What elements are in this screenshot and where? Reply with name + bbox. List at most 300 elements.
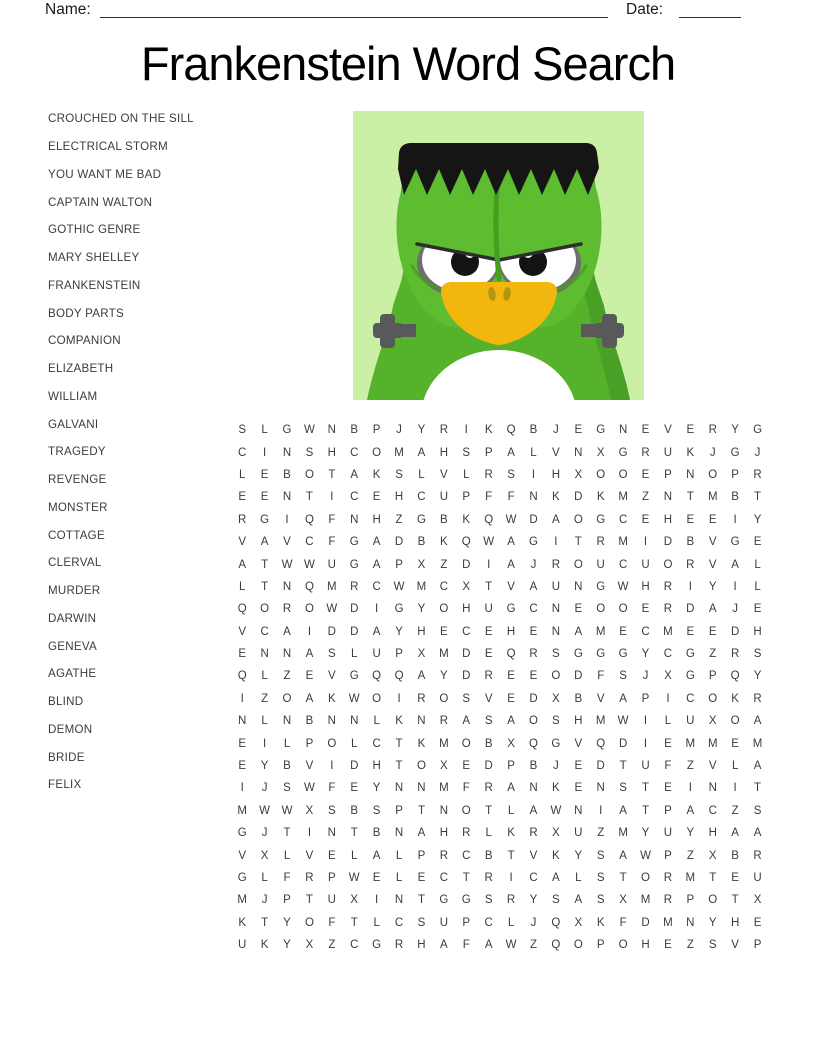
word-list-item: WILLIAM — [48, 389, 98, 403]
grid-letter-r3-c13: S — [507, 468, 515, 481]
grid-letter-r1-c11: I — [464, 424, 468, 437]
grid-letter-r3-c16: X — [574, 468, 583, 481]
grid-letter-r24-c24: P — [753, 939, 762, 952]
grid-letter-r13-c24: R — [753, 692, 762, 705]
grid-letter-r12-c7: Q — [372, 670, 382, 683]
grid-letter-r1-c23: Y — [731, 424, 739, 437]
grid-letter-r3-c10: V — [440, 468, 448, 481]
grid-letter-r13-c17: V — [596, 692, 605, 705]
grid-letter-r14-c23: O — [730, 715, 740, 728]
grid-letter-r14-c2: L — [261, 715, 268, 728]
grid-letter-r6-c4: C — [305, 536, 314, 549]
grid-letter-r18-c23: Z — [731, 804, 739, 817]
grid-letter-r22-c16: A — [574, 894, 583, 907]
grid-letter-r20-c16: Y — [574, 849, 583, 862]
grid-letter-r7-c12: I — [487, 558, 491, 571]
grid-letter-r10-c1: V — [238, 625, 247, 638]
grid-letter-r1-c5: N — [327, 424, 336, 437]
grid-letter-r3-c11: L — [463, 468, 470, 481]
word-list-item: MARY SHELLEY — [48, 251, 140, 265]
grid-letter-r10-c13: H — [506, 625, 516, 638]
grid-letter-r3-c2: E — [260, 468, 269, 481]
grid-letter-r3-c22: O — [708, 468, 718, 481]
grid-letter-r24-c6: C — [350, 939, 359, 952]
grid-letter-r4-c20: N — [663, 491, 673, 504]
grid-letter-r1-c22: R — [708, 424, 717, 437]
grid-letter-r10-c8: Y — [395, 625, 403, 638]
grid-letter-r5-c18: C — [618, 513, 628, 526]
grid-letter-r24-c3: Y — [283, 939, 291, 952]
grid-letter-r7-c14: J — [530, 558, 537, 571]
grid-letter-r6-c13: A — [507, 536, 515, 549]
grid-letter-r2-c2: I — [263, 446, 267, 459]
grid-letter-r20-c13: T — [507, 849, 515, 862]
grid-letter-r13-c8: I — [397, 692, 401, 705]
grid-letter-r16-c23: L — [731, 760, 739, 773]
grid-letter-r15-c4: P — [305, 737, 314, 750]
grid-letter-r10-c3: A — [283, 625, 291, 638]
grid-letter-r22-c21: P — [686, 894, 695, 907]
grid-letter-r8-c19: H — [641, 580, 650, 593]
grid-letter-r8-c1: L — [239, 580, 246, 593]
grid-letter-r24-c2: K — [260, 939, 269, 952]
grid-letter-r6-c15: I — [554, 536, 558, 549]
grid-letter-r18-c10: N — [439, 804, 449, 817]
grid-letter-r1-c15: J — [553, 424, 559, 437]
grid-letter-r18-c24: S — [753, 804, 762, 817]
grid-letter-r18-c2: W — [259, 804, 271, 817]
grid-letter-r3-c7: K — [372, 468, 381, 481]
grid-letter-r12-c18: S — [619, 670, 627, 683]
grid-letter-r16-c17: D — [596, 760, 605, 773]
frankenstein-illustration — [353, 111, 644, 400]
grid-letter-r15-c3: L — [283, 737, 291, 750]
grid-letter-r23-c3: Y — [283, 916, 291, 929]
grid-letter-r19-c12: L — [485, 827, 492, 840]
grid-letter-r12-c16: D — [574, 670, 583, 683]
grid-letter-r1-c7: P — [372, 424, 381, 437]
grid-letter-r15-c23: E — [731, 737, 739, 750]
grid-letter-r13-c10: O — [439, 692, 449, 705]
grid-letter-r20-c11: C — [462, 849, 471, 862]
grid-letter-r2-c18: G — [618, 446, 628, 459]
grid-letter-r6-c20: D — [663, 536, 673, 549]
grid-letter-r4-c19: Z — [642, 491, 650, 504]
grid-letter-r5-c10: B — [440, 513, 448, 526]
grid-letter-r12-c23: Q — [730, 670, 740, 683]
grid-letter-r9-c21: D — [686, 603, 695, 616]
grid-letter-r21-c6: W — [348, 872, 360, 884]
date-label: Date: — [626, 1, 664, 18]
grid-letter-r12-c12: R — [484, 670, 493, 683]
grid-letter-r9-c6: D — [350, 603, 359, 616]
grid-letter-r7-c11: D — [462, 558, 471, 571]
grid-letter-r3-c23: P — [731, 468, 739, 481]
grid-letter-r2-c15: V — [552, 446, 560, 459]
grid-letter-r11-c14: R — [529, 648, 538, 661]
grid-letter-r4-c18: M — [618, 491, 628, 504]
grid-letter-r21-c14: C — [529, 872, 538, 884]
grid-letter-r15-c11: O — [461, 737, 471, 750]
grid-letter-r16-c16: E — [574, 760, 583, 773]
grid-letter-r3-c19: E — [641, 468, 650, 481]
grid-letter-r11-c11: D — [462, 648, 471, 661]
grid-letter-r6-c6: G — [349, 536, 359, 549]
grid-letter-r21-c17: S — [596, 872, 605, 884]
grid-letter-r2-c9: A — [417, 446, 426, 459]
grid-letter-r23-c5: F — [328, 916, 336, 929]
grid-letter-r1-c17: G — [596, 424, 606, 437]
grid-letter-r18-c21: A — [686, 804, 695, 817]
grid-letter-r24-c12: A — [484, 939, 493, 952]
grid-letter-r6-c8: D — [394, 536, 404, 549]
grid-letter-r4-c23: B — [731, 491, 739, 504]
grid-letter-r6-c19: I — [643, 536, 648, 549]
grid-letter-r16-c5: I — [330, 760, 334, 773]
grid-letter-r21-c20: R — [663, 872, 673, 884]
grid-letter-r14-c6: N — [350, 715, 359, 728]
grid-letter-r3-c6: A — [350, 468, 359, 481]
grid-letter-r22-c24: X — [753, 894, 762, 907]
grid-letter-r9-c2: O — [260, 603, 270, 616]
grid-letter-r11-c17: G — [596, 648, 606, 661]
grid-letter-r7-c4: W — [303, 558, 315, 571]
grid-letter-r12-c4: E — [305, 670, 314, 683]
grid-letter-r22-c3: P — [283, 894, 291, 907]
grid-letter-r2-c19: R — [641, 446, 650, 459]
grid-letter-r22-c1: M — [237, 894, 247, 907]
grid-letter-r4-c10: U — [439, 491, 449, 504]
grid-letter-r3-c14: I — [531, 468, 536, 481]
grid-letter-r6-c2: A — [260, 536, 269, 549]
grid-letter-r13-c11: S — [462, 692, 471, 705]
grid-letter-r18-c3: W — [281, 804, 293, 817]
grid-letter-r15-c24: M — [752, 737, 763, 750]
grid-letter-r13-c12: V — [484, 692, 493, 705]
grid-letter-r19-c17: Z — [597, 827, 605, 840]
grid-letter-r16-c20: F — [664, 760, 672, 773]
grid-letter-r5-c21: E — [686, 513, 695, 526]
grid-letter-r15-c22: M — [707, 737, 718, 750]
grid-letter-r9-c24: E — [753, 603, 762, 616]
grid-letter-r18-c18: A — [619, 804, 627, 817]
grid-letter-r7-c2: T — [261, 558, 269, 571]
grid-letter-r23-c16: X — [574, 916, 583, 929]
grid-letter-r16-c10: X — [440, 760, 448, 773]
grid-letter-r6-c22: V — [708, 536, 717, 549]
grid-letter-r15-c20: E — [664, 737, 672, 750]
grid-letter-r3-c1: L — [239, 468, 246, 481]
grid-letter-r22-c4: T — [305, 894, 313, 907]
grid-letter-r14-c9: N — [417, 715, 426, 728]
grid-letter-r7-c8: P — [395, 558, 403, 571]
grid-letter-r16-c12: D — [484, 760, 493, 773]
grid-letter-r9-c18: O — [618, 603, 628, 616]
grid-letter-r15-c17: Q — [596, 737, 606, 750]
grid-letter-r21-c4: R — [305, 872, 314, 884]
grid-letter-r2-c20: U — [663, 446, 673, 459]
word-list-item: COTTAGE — [48, 528, 105, 542]
grid-letter-r12-c3: Z — [283, 670, 291, 683]
grid-letter-r4-c11: P — [462, 491, 471, 504]
grid-letter-r23-c18: F — [619, 916, 627, 929]
grid-letter-r19-c3: T — [283, 827, 291, 840]
grid-letter-r18-c22: C — [708, 804, 717, 817]
grid-letter-r20-c5: E — [327, 849, 336, 862]
grid-letter-r8-c13: V — [507, 580, 515, 593]
word-list-item: ELIZABETH — [48, 362, 114, 376]
grid-letter-r14-c7: L — [373, 715, 380, 728]
grid-letter-r15-c8: T — [395, 737, 403, 750]
grid-letter-r16-c14: B — [529, 760, 538, 773]
grid-letter-r14-c20: L — [664, 715, 672, 728]
grid-letter-r22-c23: T — [731, 894, 739, 907]
grid-letter-r8-c2: T — [261, 580, 269, 593]
grid-letter-r17-c23: I — [733, 782, 737, 795]
grid-letter-r2-c16: N — [574, 446, 583, 459]
grid-letter-r22-c18: X — [619, 894, 627, 907]
grid-letter-r1-c10: R — [439, 424, 449, 437]
grid-letter-r17-c12: R — [484, 782, 493, 795]
grid-letter-r6-c24: E — [753, 536, 762, 549]
grid-letter-r23-c23: H — [730, 916, 740, 929]
grid-letter-r10-c19: C — [641, 625, 650, 638]
grid-letter-r16-c21: Z — [686, 760, 694, 773]
grid-letter-r13-c1: I — [240, 692, 244, 705]
grid-letter-r4-c12: F — [485, 491, 493, 504]
grid-letter-r19-c22: H — [708, 827, 717, 840]
grid-letter-r21-c11: T — [462, 872, 470, 884]
grid-letter-r5-c15: A — [552, 513, 560, 526]
grid-letter-r17-c14: N — [529, 782, 538, 795]
grid-letter-r3-c8: S — [395, 468, 403, 481]
grid-letter-r11-c2: N — [260, 648, 269, 661]
grid-letter-r23-c10: U — [439, 916, 449, 929]
grid-letter-r22-c7: I — [375, 894, 379, 907]
grid-letter-r2-c1: C — [238, 446, 247, 459]
grid-letter-r21-c1: G — [237, 872, 247, 884]
grid-letter-r23-c7: L — [373, 916, 380, 929]
grid-letter-r22-c19: M — [640, 894, 651, 907]
grid-letter-r11-c3: N — [282, 648, 292, 661]
grid-letter-r16-c18: T — [619, 760, 627, 773]
grid-letter-r1-c12: K — [484, 424, 493, 437]
grid-letter-r11-c21: G — [685, 648, 695, 661]
grid-letter-r18-c19: T — [642, 804, 650, 817]
grid-letter-r12-c10: Y — [440, 670, 448, 683]
grid-letter-r21-c2: L — [261, 872, 268, 884]
grid-letter-r24-c22: S — [708, 939, 717, 952]
grid-letter-r2-c24: J — [754, 446, 761, 459]
grid-letter-r21-c21: M — [685, 872, 696, 884]
grid-letter-r7-c22: V — [708, 558, 717, 571]
grid-letter-r22-c9: T — [417, 894, 425, 907]
grid-letter-r21-c9: E — [417, 872, 426, 884]
grid-letter-r20-c17: S — [596, 849, 605, 862]
grid-letter-r14-c24: A — [753, 715, 762, 728]
grid-letter-r4-c15: K — [552, 491, 560, 504]
grid-letter-r15-c16: V — [574, 737, 583, 750]
grid-letter-r4-c21: T — [686, 491, 694, 504]
grid-letter-r19-c2: J — [261, 827, 268, 840]
grid-letter-r6-c1: V — [238, 536, 247, 549]
grid-letter-r22-c13: R — [506, 894, 516, 907]
grid-letter-r9-c15: N — [551, 603, 561, 616]
grid-letter-r23-c22: Y — [708, 916, 717, 929]
grid-letter-r10-c6: D — [350, 625, 359, 638]
grid-letter-r1-c14: B — [529, 424, 538, 437]
grid-letter-r10-c11: C — [462, 625, 471, 638]
grid-letter-r24-c17: P — [596, 939, 605, 952]
grid-letter-r15-c1: E — [238, 737, 247, 750]
grid-letter-r10-c16: A — [574, 625, 583, 638]
grid-letter-r5-c24: Y — [753, 513, 762, 526]
word-list-item: MURDER — [48, 584, 101, 598]
grid-letter-r3-c21: N — [686, 468, 695, 481]
grid-letter-r9-c22: A — [708, 603, 717, 616]
grid-letter-r13-c16: B — [574, 692, 583, 705]
grid-letter-r24-c7: G — [372, 939, 382, 952]
grid-letter-r16-c11: E — [462, 760, 471, 773]
grid-letter-r8-c3: N — [282, 580, 292, 593]
grid-letter-r19-c14: R — [529, 827, 538, 840]
grid-letter-r5-c4: Q — [304, 513, 314, 526]
grid-letter-r23-c17: K — [596, 916, 605, 929]
grid-letter-r22-c5: U — [327, 894, 336, 907]
grid-letter-r19-c21: Y — [686, 827, 695, 840]
grid-letter-r14-c19: I — [643, 715, 648, 728]
grid-letter-r21-c24: U — [753, 872, 762, 884]
grid-letter-r13-c21: C — [686, 692, 695, 705]
word-list-item: CAPTAIN WALTON — [48, 195, 153, 209]
grid-letter-r2-c8: M — [394, 446, 404, 459]
grid-letter-r23-c24: E — [753, 916, 762, 929]
grid-letter-r4-c22: M — [707, 491, 718, 504]
grid-letter-r10-c4: I — [307, 625, 312, 638]
grid-letter-r7-c18: C — [618, 558, 628, 571]
grid-letter-r12-c24: Y — [753, 670, 762, 683]
grid-letter-r13-c15: X — [552, 692, 560, 705]
grid-letter-r16-c3: B — [283, 760, 291, 773]
grid-letter-r2-c13: A — [507, 446, 515, 459]
grid-letter-r7-c6: G — [349, 558, 359, 571]
grid-letter-r17-c4: W — [303, 782, 315, 795]
grid-letter-r8-c11: X — [462, 580, 471, 593]
grid-letter-r17-c3: S — [283, 782, 291, 795]
grid-letter-r18-c13: L — [507, 804, 515, 817]
grid-letter-r5-c14: D — [529, 513, 538, 526]
grid-letter-r16-c4: V — [305, 760, 314, 773]
grid-letter-r23-c4: O — [304, 916, 314, 929]
grid-letter-r5-c23: I — [733, 513, 737, 526]
grid-letter-r6-c18: M — [618, 536, 628, 549]
grid-letter-r11-c19: Y — [641, 648, 650, 661]
grid-letter-r6-c9: B — [417, 536, 426, 549]
grid-letter-r23-c12: C — [484, 916, 493, 929]
grid-letter-r24-c15: Q — [551, 939, 561, 952]
grid-letter-r24-c16: O — [573, 939, 583, 952]
word-list-item: MONSTER — [48, 500, 108, 514]
grid-letter-r13-c3: O — [282, 692, 292, 705]
grid-letter-r9-c8: G — [394, 603, 404, 616]
grid-letter-r20-c1: V — [238, 849, 247, 862]
grid-letter-r14-c16: H — [574, 715, 583, 728]
grid-letter-r7-c5: U — [327, 558, 336, 571]
grid-letter-r11-c13: Q — [506, 648, 516, 661]
grid-letter-r14-c22: X — [708, 715, 717, 728]
grid-letter-r5-c13: W — [505, 513, 517, 526]
grid-letter-r7-c1: A — [238, 558, 247, 571]
grid-letter-r13-c7: O — [372, 692, 382, 705]
grid-letter-r17-c9: N — [417, 782, 426, 795]
grid-letter-r15-c5: O — [327, 737, 337, 750]
grid-letter-r3-c17: O — [596, 468, 606, 481]
grid-letter-r13-c4: A — [305, 692, 314, 705]
grid-letter-r9-c11: H — [462, 603, 471, 616]
grid-letter-r5-c3: I — [285, 513, 289, 526]
grid-letter-r10-c22: E — [708, 625, 717, 638]
grid-letter-r11-c10: M — [439, 648, 449, 661]
grid-letter-r4-c17: K — [596, 491, 605, 504]
grid-letter-r1-c1: S — [238, 424, 247, 437]
grid-letter-r17-c10: M — [439, 782, 449, 795]
grid-letter-r24-c9: H — [417, 939, 426, 952]
grid-letter-r4-c3: N — [282, 491, 292, 504]
grid-letter-r14-c12: S — [484, 715, 493, 728]
grid-letter-r19-c4: I — [307, 827, 312, 840]
grid-letter-r10-c5: D — [327, 625, 336, 638]
grid-letter-r1-c8: J — [396, 424, 402, 437]
grid-letter-r8-c9: M — [416, 580, 427, 593]
grid-letter-r9-c19: E — [641, 603, 650, 616]
grid-letter-r21-c18: T — [619, 872, 627, 884]
grid-letter-r2-c4: S — [305, 446, 314, 459]
word-list-item: CLERVAL — [48, 556, 102, 570]
grid-letter-r6-c7: A — [372, 536, 381, 549]
grid-letter-r9-c7: I — [375, 603, 379, 616]
grid-letter-r4-c4: T — [305, 491, 313, 504]
grid-letter-r20-c12: B — [484, 849, 493, 862]
word-list-item: ELECTRICAL STORM — [48, 140, 168, 154]
grid-letter-r8-c6: R — [350, 580, 359, 593]
grid-letter-r6-c21: B — [686, 536, 695, 549]
grid-letter-r7-c16: O — [573, 558, 583, 571]
grid-letter-r11-c12: E — [484, 648, 493, 661]
grid-letter-r7-c24: L — [754, 558, 761, 571]
grid-letter-r16-c1: E — [238, 760, 247, 773]
grid-letter-r8-c24: L — [754, 580, 761, 593]
grid-letter-r24-c5: Z — [328, 939, 336, 952]
grid-letter-r22-c10: G — [439, 894, 449, 907]
grid-letter-r17-c18: S — [619, 782, 627, 795]
grid-letter-r3-c24: R — [753, 468, 762, 481]
grid-letter-r5-c5: F — [328, 513, 336, 526]
grid-letter-r18-c12: T — [485, 804, 493, 817]
grid-letter-r2-c6: C — [350, 446, 359, 459]
grid-letter-r13-c2: Z — [261, 692, 269, 705]
grid-letter-r11-c4: A — [305, 648, 314, 661]
grid-letter-r3-c5: T — [328, 468, 336, 481]
grid-letter-r21-c5: P — [327, 872, 336, 884]
grid-letter-r15-c7: C — [372, 737, 381, 750]
grid-letter-r17-c16: E — [574, 782, 583, 795]
grid-letter-r11-c15: S — [552, 648, 560, 661]
grid-letter-r8-c18: W — [617, 580, 629, 593]
grid-letter-r19-c10: H — [439, 827, 449, 840]
word-list-item: YOU WANT ME BAD — [48, 167, 162, 181]
grid-letter-r19-c16: U — [574, 827, 583, 840]
grid-letter-r16-c13: P — [507, 760, 515, 773]
